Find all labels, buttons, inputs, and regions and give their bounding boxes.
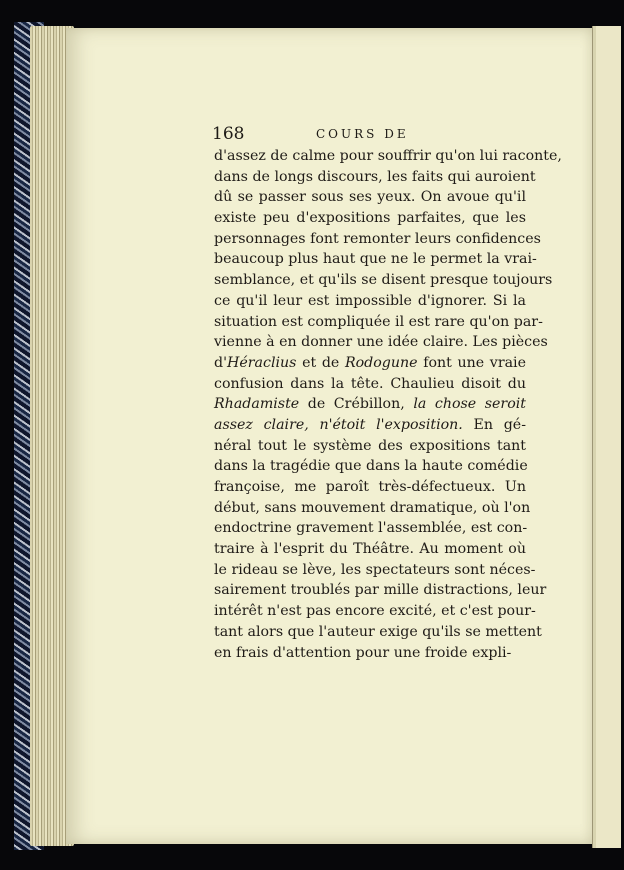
text-line: vienne à en donner une idée claire. Les pièces	[214, 334, 548, 351]
text-line: personnages font remonter leurs confidences	[214, 230, 541, 247]
text-run: et de	[296, 354, 345, 371]
text-line: d'assez de calme pour souffrir qu'on lui raconte,	[214, 148, 562, 164]
text-line: dû se passer sous ses yeux. On avoue qu'il	[214, 189, 526, 206]
text-line: début, sans mouvement dramatique, où l'on	[214, 499, 531, 516]
text-line: françoise, me paroît très-défectueux. Un	[214, 479, 526, 495]
text-line: confusion dans la tête. Chaulieu disoit du	[214, 375, 526, 392]
italic-run: assez claire, n'étoit l'exposition.	[214, 416, 463, 433]
text-line: dans de longs discours, les faits qui auroient	[214, 168, 536, 185]
text-line: traire à l'esprit du Théâtre. Au moment où	[214, 541, 526, 558]
text-line	[214, 353, 526, 374]
text-line	[214, 394, 526, 415]
running-head	[212, 124, 532, 148]
italic-run: la chose seroit	[413, 396, 526, 413]
text-line: néral tout le système des expositions tant	[214, 437, 526, 454]
facing-page-edge	[592, 26, 621, 848]
body-text	[214, 146, 562, 663]
text-run: d'	[214, 354, 227, 371]
text-line: sairement troublés par mille distractions, leur	[214, 582, 547, 599]
text-run: font une vraie	[417, 354, 526, 371]
italic-run: Héraclius	[226, 354, 297, 371]
italic-run: Rodogune	[344, 354, 418, 371]
italic-run: Rhadamiste	[214, 396, 300, 413]
text-line: intérêt n'est pas encore excité, et c'est pour-	[214, 603, 536, 620]
text-line: en frais d'attention pour une froide expli-	[214, 644, 512, 661]
text-run: de Crébillon,	[299, 396, 414, 413]
text-line: tant alors que l'auteur exige qu'ils se mettent	[214, 623, 542, 640]
text-line: situation est compliquée il est rare qu'on par-	[214, 313, 543, 330]
text-line: endoctrine gravement l'assemblée, est con-	[214, 520, 528, 537]
page-number: 168	[212, 124, 245, 144]
text-line: le rideau se lève, les spectateurs sont néces-	[214, 561, 536, 578]
text-line: ce qu'il leur est impossible d'ignorer. Si la	[214, 292, 526, 309]
running-title: COURS DE	[316, 127, 409, 141]
text-line: beaucoup plus haut que ne le permet la vrai-	[214, 251, 537, 268]
text-line: existe peu d'expositions parfaites, que les	[214, 210, 526, 227]
text-run: En gé-	[462, 416, 526, 433]
text-line: dans la tragédie que dans la haute comédie	[214, 458, 528, 475]
text-line	[214, 415, 526, 436]
text-line: semblance, et qu'ils se disent presque toujours	[214, 272, 553, 289]
